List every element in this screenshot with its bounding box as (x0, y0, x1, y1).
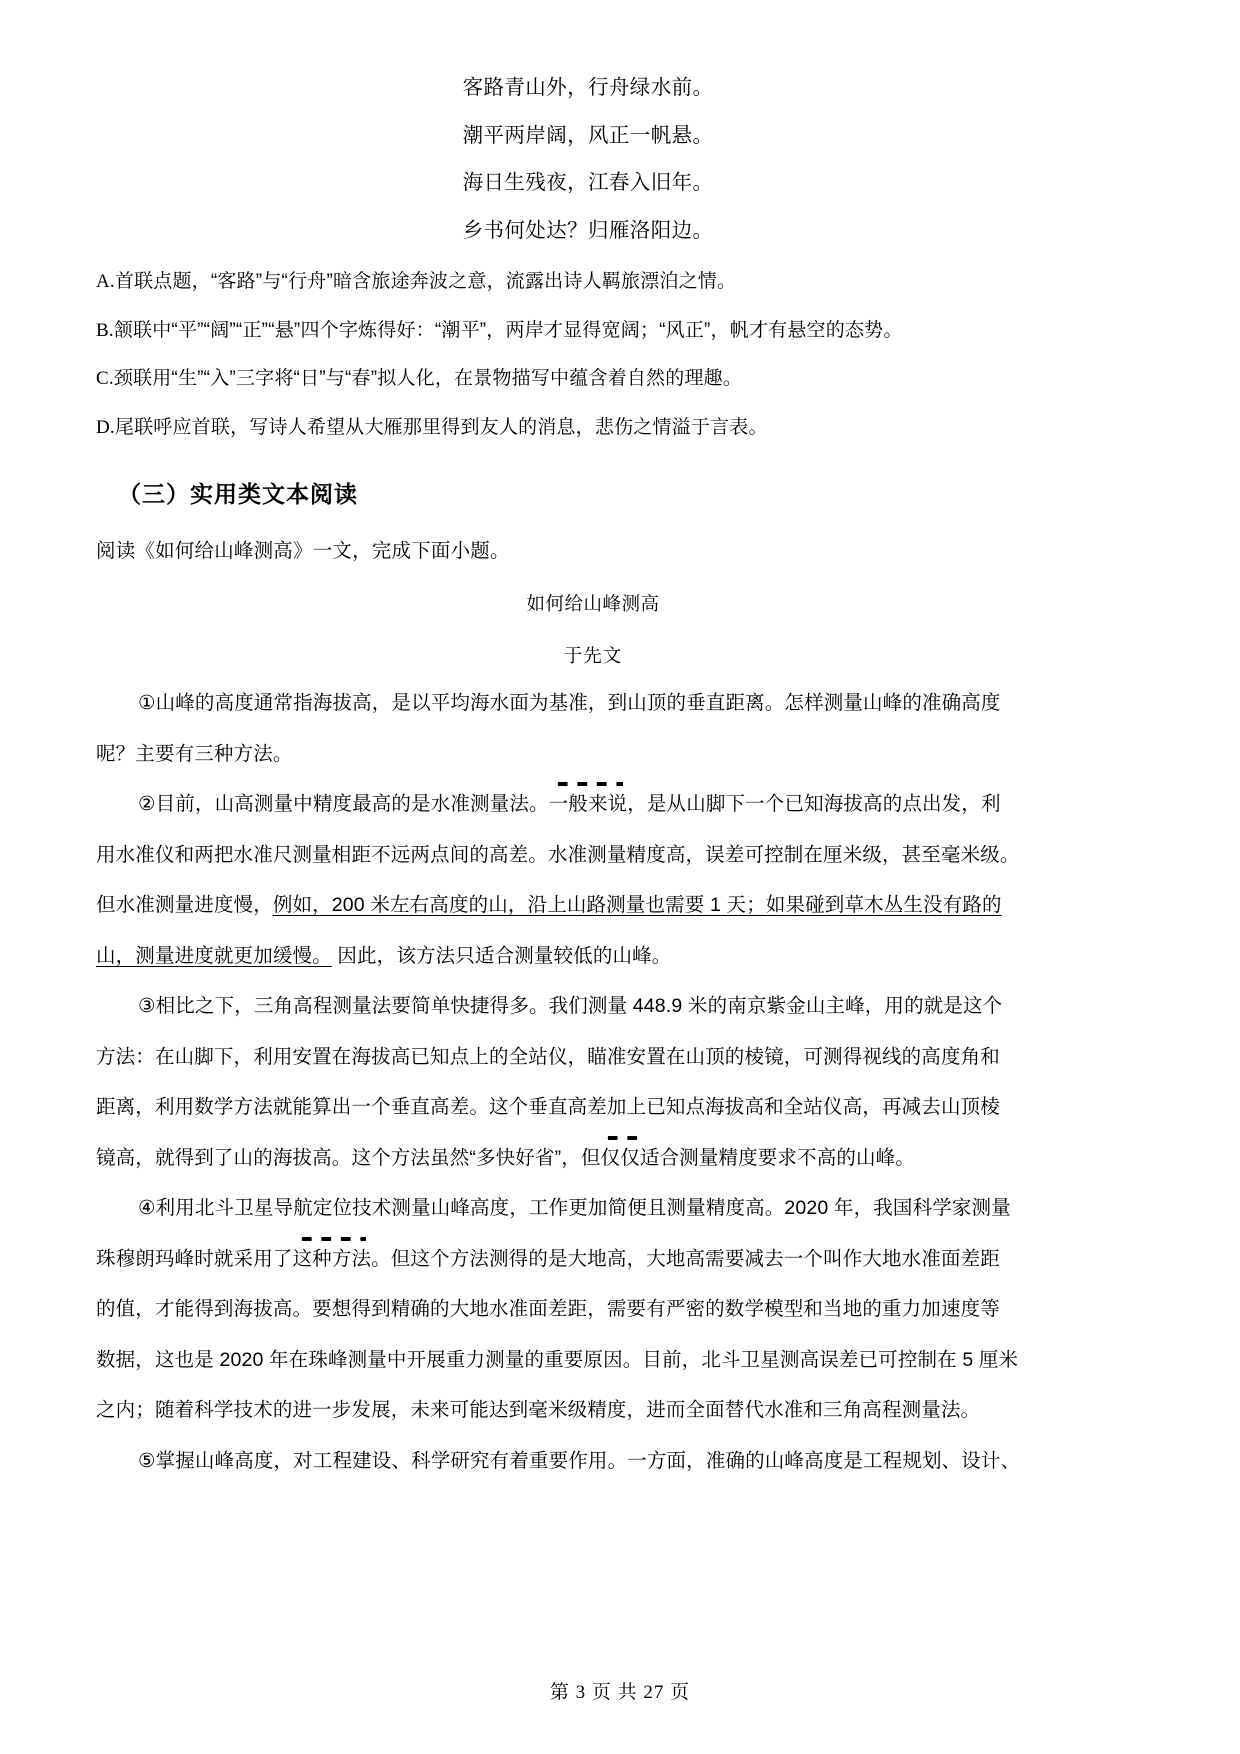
paragraph-3-line-4-part-a: 镜高，就得到了山的海拔高。这个方法虽然“多快好省”，但 (96, 1146, 601, 1169)
paragraph-2-line-3-part-a: 但水准测量进度慢， (96, 894, 273, 917)
article-paragraph-4 (96, 1199, 1120, 1421)
paragraph-4-line-2-part-b: 。但这个方法测得的是大地高，大地高需要减去一个叫作大地水准面差距 (371, 1247, 1000, 1270)
poem-line-1: 客路青山外，行舟绿水前。 (462, 76, 714, 99)
paragraph-3-line-1: ③相比之下，三角高程测量法要简单快捷得多。我们测量 448.9 米的南京紫金山主峰，用的就是这个 (138, 995, 1003, 1018)
option-c-text: 颈联用“生”“入”三字将“日”与“春”拟人化，在景物描写中蕴含着自然的理趣。 (113, 368, 743, 389)
option-a-letter: A. (96, 271, 115, 292)
option-d-letter: D. (96, 416, 115, 438)
paragraph-3-line-2: 方法：在山脚下，利用安置在海拔高已知点上的全站仪，瞄准安置在山顶的棱镜，可测得视线的高度角和 (96, 1045, 1000, 1068)
article-title: 如何给山峰测高 (526, 593, 660, 615)
emphasis-dots-text-zhezhongfangfa: 这种方法 (292, 1247, 372, 1270)
option-d-text: 尾联呼应首联，写诗人希望从大雁那里得到友人的消息，悲伤之情溢于言表。 (114, 416, 768, 438)
option-a-text: 首联点题，“客路”与“行舟”暗含旅途奔波之意，流露出诗人羁旅漂泊之情。 (114, 271, 737, 292)
emphasis-dots-text-yibanlaishuo: 一般来说 (548, 793, 628, 816)
paragraph-2-line-1-part-a: ②目前，山高测量中精度最高的是水准测量法。 (138, 793, 549, 816)
paragraph-2-line-3 (96, 896, 1120, 916)
page-footer: 第 3 页 共 27 页 (549, 1682, 691, 1703)
poem-line-4: 乡书何处达？归雁洛阳边。 (462, 218, 714, 242)
section-heading: （三）实用类文本阅读 (118, 481, 358, 507)
underlined-text-part-2: 山，测量进度就更加缓慢。 (96, 944, 332, 967)
paragraph-1-line-2: 呢？主要有三种方法。 (96, 742, 293, 765)
paragraph-2-line-1-part-b: ，是从山脚下一个已知海拔高的点出发，利 (627, 793, 1001, 816)
paragraph-3-line-4 (96, 1146, 1120, 1169)
emphasis-dots-text-jinjin: 仅仅 (600, 1146, 640, 1169)
paragraph-2-line-4-part-b: 因此，该方法只适合测量较低的山峰。 (331, 944, 672, 967)
option-a (96, 268, 1120, 297)
paragraph-4-line-5: 之内；随着科学技术的进一步发展，未来可能达到毫米级精度，进而全面替代水准和三角高程测量法。 (96, 1399, 981, 1422)
paragraph-2-line-1 (96, 795, 1120, 815)
article-author: 于先文 (563, 645, 623, 667)
paragraph-5-line-1: ⑤掌握山峰高度，对工程建设、科学研究有着重要作用。一方面，准确的山峰高度是工程规划、设计、 (138, 1449, 1021, 1472)
paragraph-4-line-4: 数据，这也是 2020 年在珠峰测量中开展重力测量的重要原因。目前，北斗卫星测高误差已可控制在 5 厘米 (96, 1348, 1019, 1371)
article-paragraph-5 (96, 1449, 1120, 1472)
paragraph-3-line-3: 距离，利用数学方法就能算出一个垂直高差。这个垂直高差加上已知点海拔高和全站仪高，再减去山顶棱 (96, 1096, 1000, 1119)
option-c (96, 365, 1120, 394)
paragraph-2-line-2: 用水准仪和两把水准尺测量相距不远两点间的高差。水准测量精度高，误差可控制在厘米级，甚至毫米级。 (96, 843, 1020, 866)
paragraph-4-line-2 (96, 1247, 1120, 1270)
article-paragraph-2 (96, 795, 1120, 966)
article-paragraph-1 (96, 694, 1120, 764)
paragraph-4-line-1: ④利用北斗卫星导航定位技术测量山峰高度，工作更加简便且测量精度高。2020 年，我国科学家测量 (138, 1197, 1011, 1220)
paragraph-2-line-4 (96, 944, 1120, 967)
poem-line-2: 潮平两岸阔，风正一帆悬。 (462, 123, 714, 147)
article-paragraph-3 (96, 997, 1120, 1168)
poem-block (96, 56, 1120, 241)
options-list (96, 268, 1120, 442)
paragraph-1-line-1: ①山峰的高度通常指海拔高，是以平均海水面为基准，到山顶的垂直距离。怎样测量山峰的准确高度 (138, 692, 1001, 715)
option-c-letter: C. (96, 368, 114, 389)
option-b-letter: B. (96, 319, 114, 341)
underlined-text-part-1: 例如，200 米左右高度的山，沿上山路测量也需要 1 天；如果碰到草木丛生没有路的 (272, 894, 1002, 917)
paragraph-3-line-4-part-b: 适合测量精度要求不高的山峰。 (639, 1146, 915, 1169)
option-b (96, 317, 1120, 346)
paragraph-4-line-3: 的值，才能得到海拔高。要想得到精确的大地水准面差距，需要有严密的数学模型和当地的重力加速度等 (96, 1298, 1000, 1321)
option-b-text: 颔联中“平”“阔”“正”“悬”四个字炼得好：“潮平”，两岸才显得宽阔；“风正”，帆才有悬空的态势。 (113, 319, 903, 341)
option-d (96, 414, 1120, 443)
poem-line-3: 海日生残夜，江春入旧年。 (462, 171, 714, 194)
paragraph-4-line-2-part-a: 珠穆朗玛峰时就采用了 (96, 1247, 293, 1270)
reading-instruction: 阅读《如何给山峰测高》一文，完成下面小题。 (96, 540, 510, 562)
